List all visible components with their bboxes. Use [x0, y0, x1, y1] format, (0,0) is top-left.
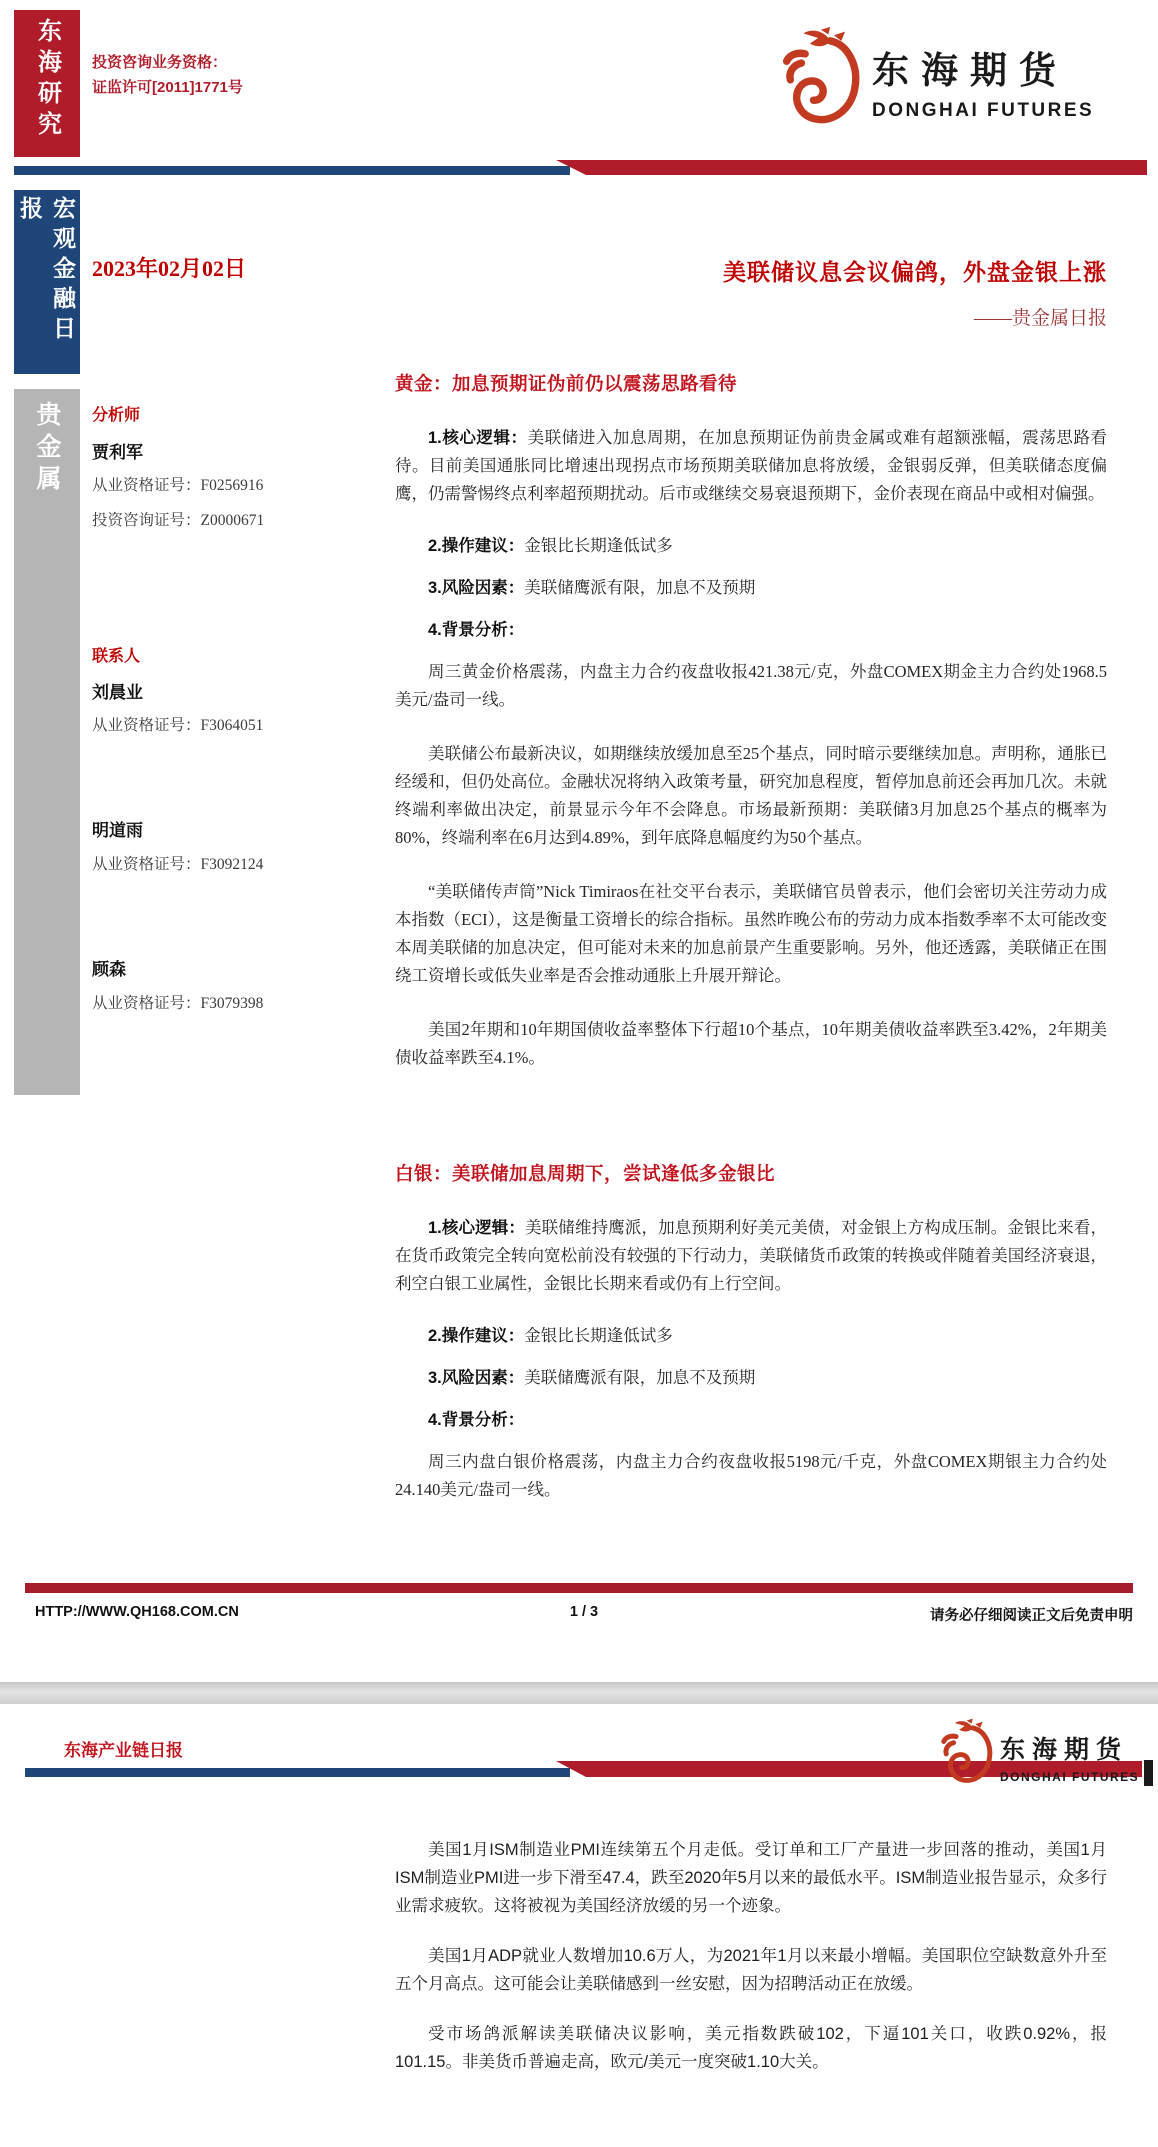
research-banner-label: 东海研究 [33, 18, 61, 142]
analyst-cert-2: 投资咨询证号：Z0000671 [92, 512, 265, 529]
page2-paragraph: 美国1月ADP就业人数增加10.6万人，为2021年1月以来最小增幅。美国职位空缺数意外升至五个月高点。这可能会让美联储感到一丝安慰，因为招聘活动正在放缓。 [395, 1947, 1107, 1993]
item-label: 2.操作建议： [428, 537, 525, 555]
item-label: 1.核心逻辑： [428, 1219, 526, 1237]
item-text: 美联储进入加息周期，在加息预期证伪前贵金属或难有超额涨幅，震荡思路看待。目前美国通胀同比增速出现拐点市场预期美联储加息将放缓，金银弱反弹，但美联储态度偏鹰，仍需警惕终点利率超预期扰动。后市或继续交易衰退预期下，金价表现在商品中或相对偏强。 [395, 428, 1108, 503]
contact-cert: 从业资格证号：F3079398 [92, 995, 264, 1012]
footer-bar [25, 1583, 1133, 1593]
item-label: 4.背景分析： [428, 621, 525, 639]
page2-header-title: 东海产业链日报 [64, 1741, 183, 1760]
divider-bar-red [556, 160, 1147, 175]
qualification-line1: 投资咨询业务资格： [92, 54, 228, 71]
contact-cert: 从业资格证号：F3064051 [92, 717, 264, 734]
item-text: 金银比长期逢低试多 [524, 1326, 673, 1345]
item-label: 4.背景分析： [428, 1411, 525, 1429]
company-logo [778, 26, 1094, 128]
logo-chinese-name: 东海期货 [872, 50, 1068, 91]
divider-bar-end-cap [1144, 1760, 1153, 1786]
gold-paragraph: “美联储传声筒”Nick Timiraos在社交平台表示，美联储官员曾表示，他们会密切关注劳动力成本指数（ECI），这是衡量工资增长的综合指标。虽然昨晚公布的劳动力成本指数季率不太可能改变本周美联储的加息决定，但可能对未来的加息前景产生重要影响。另外，他还透露，美联储正在围绕工资增长或低失业率是否会推动通胀上升展开辩论。 [395, 882, 1107, 985]
item-text: 美联储鹰派有限，加息不及预期 [524, 1368, 756, 1387]
contact-name: 刘晨业 [92, 683, 143, 702]
silver-section [395, 1160, 1107, 1530]
gold-risk-factor [395, 574, 1107, 602]
item-label: 1.核心逻辑： [428, 429, 528, 447]
analyst-section-title: 分析师 [92, 407, 141, 424]
item-text: 美联储鹰派有限，加息不及预期 [524, 578, 756, 597]
qualification-line2: 证监许可[2011]1771号 [92, 79, 243, 96]
research-banner-box [14, 10, 80, 157]
analyst-cert-1: 从业资格证号：F0256916 [92, 477, 264, 494]
silver-background-label [395, 1406, 1107, 1434]
qualification-text [92, 50, 243, 100]
logo-english-name: DONGHAI FUTURES [1000, 1770, 1140, 1784]
divider-bar-blue [14, 166, 570, 175]
page-separator [0, 1682, 1158, 1704]
analyst-name: 贾利军 [92, 443, 143, 462]
gold-paragraph: 美联储公布最新决议，如期继续放缓加息至25个基点，同时暗示要继续加息。声明称，通胀已经缓和，但仍处高位。金融状况将纳入政策考量，研究加息程度，暂停加息前还会再加几次。未就终端利率做出决定，前景显示今年不会降息。市场最新预期：美联储3月加息25个基点的概率为80%，终端利率在6月达到4.89%，到年底降息幅度约为50个基点。 [395, 744, 1107, 847]
item-label: 3.风险因素： [428, 579, 525, 597]
macro-finance-daily-box [14, 190, 80, 374]
contact-name: 明道雨 [92, 821, 143, 840]
contact-name: 顾森 [92, 960, 126, 979]
page2-paragraph: 美国1月ISM制造业PMI连续第五个月走低。受订单和工厂产量进一步回落的推动，美国1月ISM制造业PMI进一步下滑至47.4，跌至2020年5月以来的最低水平。ISM制造业报告显示，众多行业需求疲软。这将被视为美国经济放缓的另一个迹象。 [395, 1841, 1107, 1915]
gold-paragraph: 周三黄金价格震荡，内盘主力合约夜盘收报421.38元/克，外盘COMEX期金主力合约处1968.5美元/盎司一线。 [395, 662, 1107, 709]
contact-cert: 从业资格证号：F3092124 [92, 856, 264, 873]
divider-bar-blue [25, 1768, 570, 1777]
company-logo [938, 1718, 1139, 1786]
silver-core-logic [395, 1214, 1107, 1298]
gold-core-logic [395, 424, 1107, 508]
silver-operation-advice [395, 1322, 1107, 1350]
report-subtitle: ——贵金属日报 [973, 308, 1107, 329]
silver-section-heading: 白银：美联储加息周期下，尝试逢低多金银比 [395, 1163, 776, 1184]
silver-risk-factor [395, 1364, 1107, 1392]
precious-metal-box [14, 389, 80, 1095]
macro-finance-daily-label: 宏观金融日报 [17, 196, 76, 346]
page2-body [395, 1836, 1107, 2098]
gold-background-label [395, 616, 1107, 644]
contact-section-title: 联系人 [92, 648, 141, 665]
footer-disclaimer: 请务必仔细阅读正文后免责申明 [930, 1608, 1133, 1624]
silver-paragraph: 周三内盘白银价格震荡，内盘主力合约夜盘收报5198元/千克，外盘COMEX期银主力合约处24.140美元/盎司一线。 [395, 1452, 1107, 1499]
item-text: 美联储维持鹰派，加息预期利好美元美债，对金银上方构成压制。金银比来看，在货币政策完全转向宽松前没有较强的下行动力，美联储货币政策的转换或伴随着美国经济衰退，利空白银工业属性，金银比长期来看或仍有上行空间。 [395, 1218, 1107, 1293]
logo-chinese-name: 东海期货 [1000, 1736, 1129, 1764]
footer-url: HTTP://WWW.QH168.COM.CN [35, 1604, 239, 1620]
report-date: 2023年02月02日 [92, 256, 247, 281]
gold-paragraph: 美国2年期和10年期国债收益率整体下行超10个基点，10年期美债收益率跌至3.42%，2年期美债收益率跌至4.1%。 [395, 1020, 1107, 1067]
page2-paragraph: 受市场鸽派解读美联储决议影响，美元指数跌破102，下逼101关口，收跌0.92%，报101.15。非美货币普遍走高，欧元/美元一度突破1.10大关。 [395, 2025, 1107, 2071]
dragon-logo-icon [938, 1718, 994, 1786]
logo-english-name: DONGHAI FUTURES [872, 100, 1095, 121]
gold-section-heading: 黄金：加息预期证伪前仍以震荡思路看待 [395, 373, 738, 394]
report-title: 美联储议息会议偏鸽，外盘金银上涨 [723, 260, 1107, 285]
dragon-logo-icon [778, 26, 862, 128]
footer-page-number: 1 / 3 [569, 1604, 599, 1620]
gold-operation-advice [395, 532, 1107, 560]
precious-metal-label: 贵金属 [33, 401, 61, 497]
item-label: 2.操作建议： [428, 1327, 525, 1345]
item-label: 3.风险因素： [428, 1369, 525, 1387]
item-text: 金银比长期逢低试多 [524, 536, 673, 555]
gold-section [395, 370, 1107, 1098]
